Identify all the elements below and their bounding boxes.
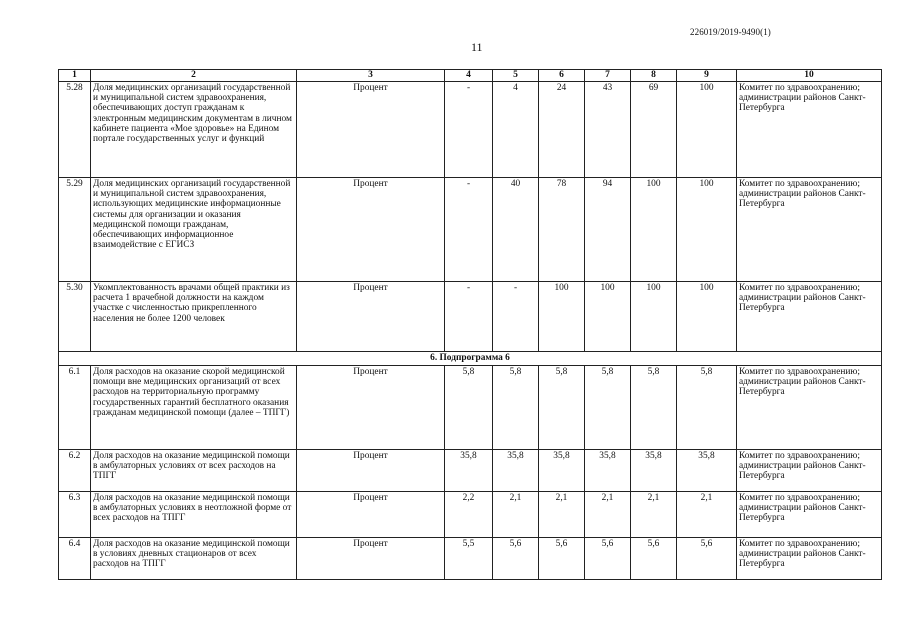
indicator-name: Доля расходов на оказание медицинской помощи в условиях дневных стационаров от всех расходов на ТПГГ bbox=[91, 538, 297, 580]
table-row bbox=[59, 492, 882, 538]
row-number: 5.28 bbox=[59, 82, 91, 178]
row-number: 5.29 bbox=[59, 178, 91, 282]
section-header-row bbox=[59, 352, 882, 366]
indicator-name: Доля расходов на оказание медицинской помощи в амбулаторных условиях от всех расходов на ТПГГ bbox=[91, 450, 297, 492]
value-col-6: 78 bbox=[539, 178, 585, 282]
table-row bbox=[59, 538, 882, 580]
row-number: 6.2 bbox=[59, 450, 91, 492]
responsible-executor: Комитет по здравоохранению; администрации районов Санкт-Петербурга bbox=[737, 366, 882, 450]
value-col-7: 2,1 bbox=[585, 492, 631, 538]
unit-of-measure: Процент bbox=[297, 282, 445, 352]
responsible-executor: Комитет по здравоохранению; администрации районов Санкт-Петербурга bbox=[737, 538, 882, 580]
column-header: 9 bbox=[677, 70, 737, 82]
column-header: 8 bbox=[631, 70, 677, 82]
responsible-executor: Комитет по здравоохранению; администрации районов Санкт-Петербурга bbox=[737, 178, 882, 282]
value-col-5: 40 bbox=[493, 178, 539, 282]
table-row bbox=[59, 82, 882, 178]
row-number: 5.30 bbox=[59, 282, 91, 352]
value-col-6: 2,1 bbox=[539, 492, 585, 538]
table-row bbox=[59, 282, 882, 352]
responsible-executor: Комитет по здравоохранению; администрации районов Санкт-Петербурга bbox=[737, 82, 882, 178]
section-title: 6. Подпрограмма 6 bbox=[59, 352, 882, 366]
value-col-6: 100 bbox=[539, 282, 585, 352]
value-col-7: 43 bbox=[585, 82, 631, 178]
value-col-4: 35,8 bbox=[445, 450, 493, 492]
unit-of-measure: Процент bbox=[297, 178, 445, 282]
value-col-6: 35,8 bbox=[539, 450, 585, 492]
value-col-8: 5,8 bbox=[631, 366, 677, 450]
value-col-8: 100 bbox=[631, 282, 677, 352]
value-col-8: 69 bbox=[631, 82, 677, 178]
value-col-4: 2,2 bbox=[445, 492, 493, 538]
value-col-9: 5,6 bbox=[677, 538, 737, 580]
value-col-5: - bbox=[493, 282, 539, 352]
table-body-subprogram-6 bbox=[59, 366, 882, 580]
row-number: 6.3 bbox=[59, 492, 91, 538]
value-col-5: 2,1 bbox=[493, 492, 539, 538]
responsible-executor: Комитет по здравоохранению; администрации районов Санкт-Петербурга bbox=[737, 492, 882, 538]
value-col-5: 4 bbox=[493, 82, 539, 178]
value-col-7: 5,8 bbox=[585, 366, 631, 450]
table-row bbox=[59, 450, 882, 492]
column-number-header-row bbox=[59, 70, 882, 82]
column-header: 5 bbox=[493, 70, 539, 82]
value-col-5: 35,8 bbox=[493, 450, 539, 492]
indicator-name: Укомплектованность врачами общей практики из расчета 1 врачебной должности на каждом участке с численностью прикрепленного населения не более 1200 человек bbox=[91, 282, 297, 352]
value-col-7: 35,8 bbox=[585, 450, 631, 492]
column-header: 6 bbox=[539, 70, 585, 82]
table-row bbox=[59, 366, 882, 450]
unit-of-measure: Процент bbox=[297, 82, 445, 178]
indicator-name: Доля расходов на оказание медицинской помощи в амбулаторных условиях в неотложной форме от всех расходов на ТПГГ bbox=[91, 492, 297, 538]
value-col-4: - bbox=[445, 178, 493, 282]
value-col-7: 94 bbox=[585, 178, 631, 282]
value-col-9: 100 bbox=[677, 178, 737, 282]
value-col-9: 35,8 bbox=[677, 450, 737, 492]
row-number: 6.1 bbox=[59, 366, 91, 450]
unit-of-measure: Процент bbox=[297, 366, 445, 450]
page-number: 11 bbox=[471, 40, 483, 54]
value-col-6: 5,8 bbox=[539, 366, 585, 450]
value-col-4: - bbox=[445, 282, 493, 352]
value-col-8: 100 bbox=[631, 178, 677, 282]
section-header-body bbox=[59, 352, 882, 366]
value-col-8: 5,6 bbox=[631, 538, 677, 580]
indicator-name: Доля медицинских организаций государственной и муниципальной систем здравоохранения, обеспечивающих доступ гражданам к электронным медицинским документам в личном кабинете пациента «Мое здоровье» на Едином портале государственных услуг и функций bbox=[91, 82, 297, 178]
column-header: 4 bbox=[445, 70, 493, 82]
value-col-7: 5,6 bbox=[585, 538, 631, 580]
unit-of-measure: Процент bbox=[297, 492, 445, 538]
indicators-table bbox=[58, 69, 882, 580]
indicator-name: Доля медицинских организаций государственной и муниципальной систем здравоохранения, использующих медицинские информационные системы для организации и оказания медицинской помощи гражданам, обеспечивающих информационное взаимодействие с ЕГИСЗ bbox=[91, 178, 297, 282]
column-header: 10 bbox=[737, 70, 882, 82]
value-col-9: 100 bbox=[677, 82, 737, 178]
value-col-4: 5,8 bbox=[445, 366, 493, 450]
value-col-9: 2,1 bbox=[677, 492, 737, 538]
value-col-6: 24 bbox=[539, 82, 585, 178]
value-col-8: 35,8 bbox=[631, 450, 677, 492]
indicator-name: Доля расходов на оказание скорой медицинской помощи вне медицинских организаций от всех расходов на территориальную программу государственных гарантий бесплатного оказания гражданам медицинской помощи (далее – ТПГГ) bbox=[91, 366, 297, 450]
column-header: 7 bbox=[585, 70, 631, 82]
value-col-8: 2,1 bbox=[631, 492, 677, 538]
value-col-6: 5,6 bbox=[539, 538, 585, 580]
value-col-9: 5,8 bbox=[677, 366, 737, 450]
value-col-7: 100 bbox=[585, 282, 631, 352]
responsible-executor: Комитет по здравоохранению; администрации районов Санкт-Петербурга bbox=[737, 282, 882, 352]
unit-of-measure: Процент bbox=[297, 538, 445, 580]
value-col-4: - bbox=[445, 82, 493, 178]
value-col-5: 5,6 bbox=[493, 538, 539, 580]
column-header: 3 bbox=[297, 70, 445, 82]
value-col-4: 5,5 bbox=[445, 538, 493, 580]
table-body-subprogram-5 bbox=[59, 82, 882, 352]
unit-of-measure: Процент bbox=[297, 450, 445, 492]
table-row bbox=[59, 178, 882, 282]
responsible-executor: Комитет по здравоохранению; администрации районов Санкт-Петербурга bbox=[737, 450, 882, 492]
column-header: 2 bbox=[91, 70, 297, 82]
value-col-9: 100 bbox=[677, 282, 737, 352]
value-col-5: 5,8 bbox=[493, 366, 539, 450]
column-header: 1 bbox=[59, 70, 91, 82]
row-number: 6.4 bbox=[59, 538, 91, 580]
document-registration-number: 226019/2019-9490(1) bbox=[690, 27, 771, 37]
